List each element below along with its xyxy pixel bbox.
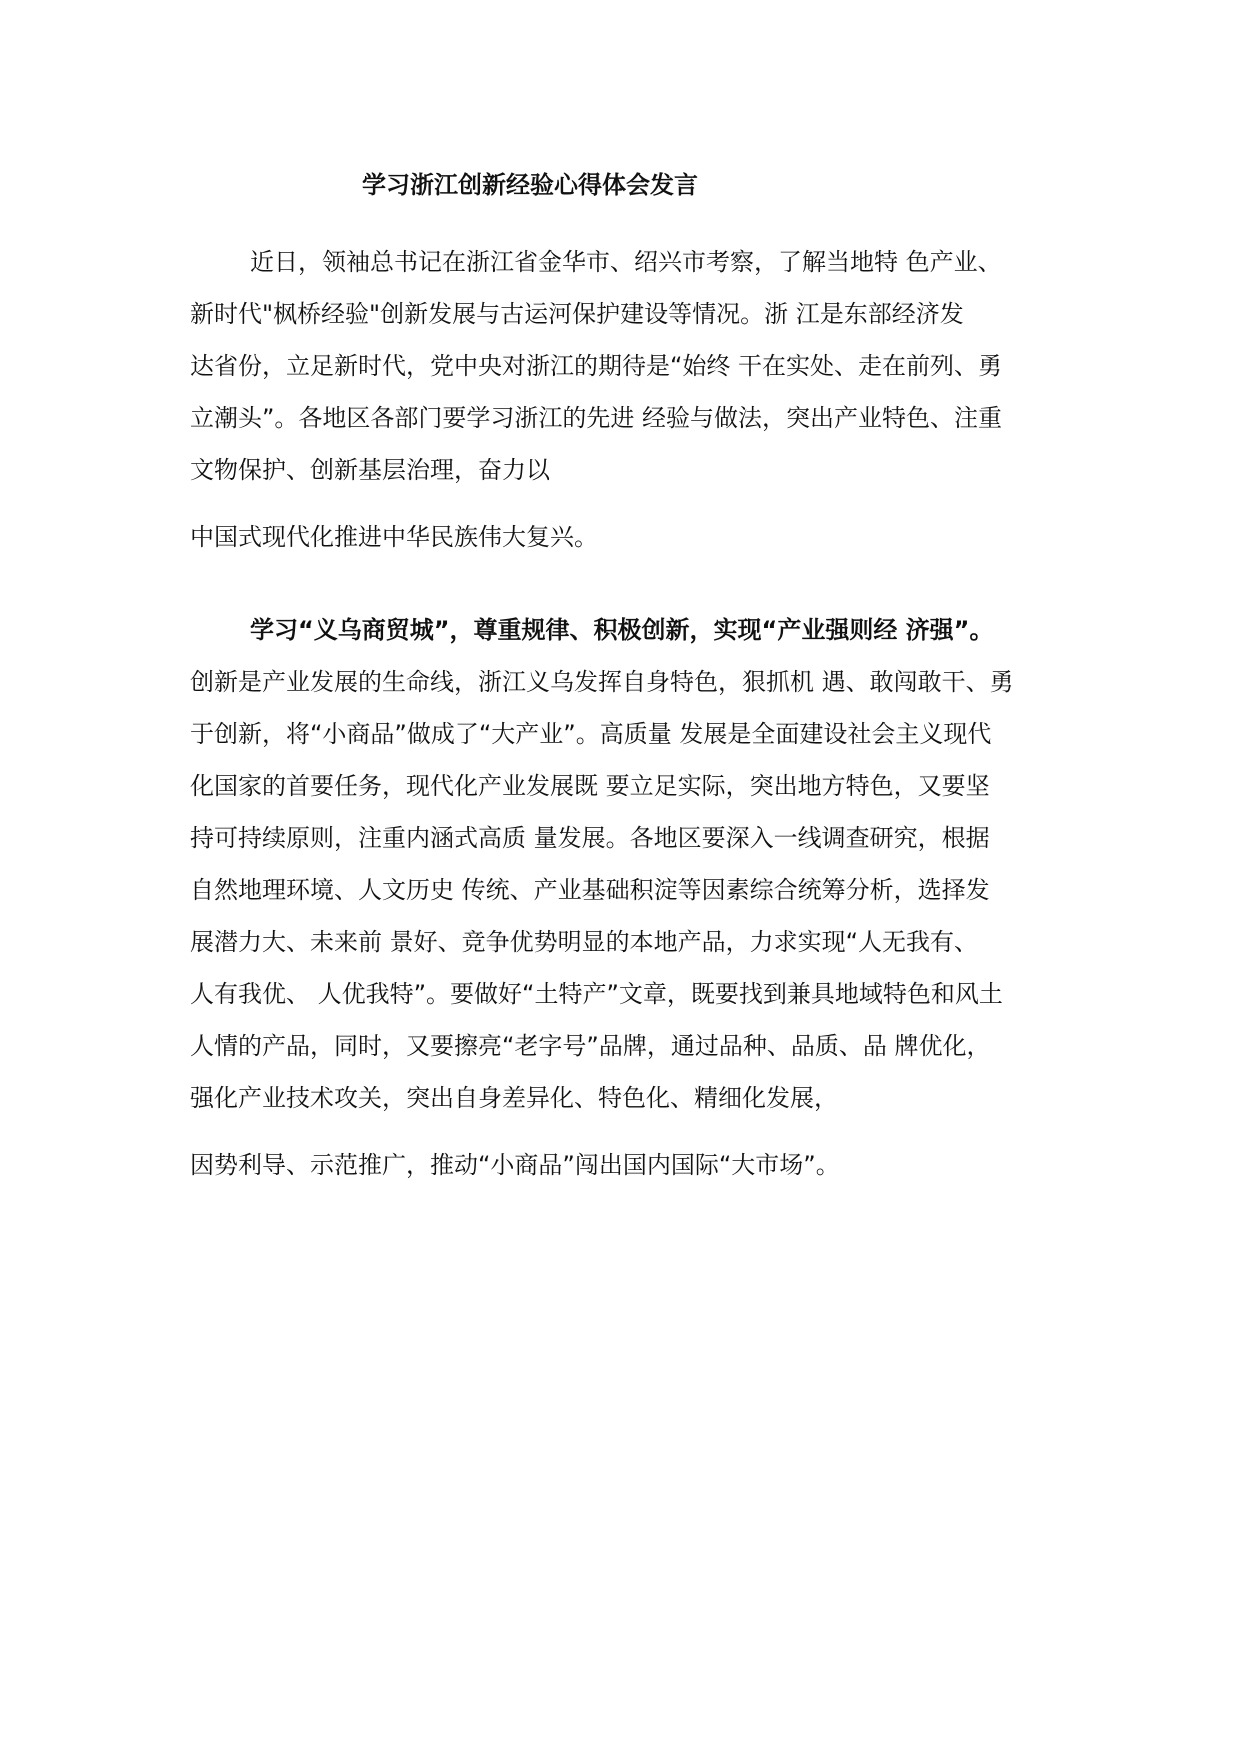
paragraph-line: 强化产业技术攻关，突出自身差异化、特色化、精细化发展，: [190, 1084, 838, 1112]
paragraph-line: 新时代"枫桥经验"创新发展与古运河保护建设等情况。浙 江是东部经济发: [190, 300, 964, 328]
paragraph-line: 展潜力大、未来前 景好、竞争优势明显的本地产品，力求实现“人无我有、: [190, 928, 979, 956]
paragraph-line: 人情的产品，同时，又要擦亮“老字号”品牌，通过品种、品质、品 牌优化，: [190, 1032, 991, 1060]
paragraph-line: 于创新，将“小商品”做成了“大产业”。高质量 发展是全面建设社会主义现代: [190, 720, 992, 748]
paragraph-line: 化国家的首要任务，现代化产业发展既 要立足实际，突出地方特色，又要坚: [190, 772, 990, 800]
paragraph-line: 自然地理环境、人文历史 传统、产业基础积淀等因素综合统筹分析，选择发: [190, 876, 990, 904]
paragraph-line: 创新是产业发展的生命线，浙江义乌发挥自身特色，狠抓机 遇、敢闯敢干、勇: [190, 668, 1014, 696]
paragraph-line: 中国式现代化推进中华民族伟大复兴。: [190, 523, 598, 551]
section-heading: 学习“义乌商贸城”，尊重规律、积极创新，实现“产业强则经 济强”。: [250, 616, 994, 644]
paragraph-line: 持可持续原则，注重内涵式高质 量发展。各地区要深入一线调查研究，根据: [190, 824, 990, 852]
paragraph-line: 近日，领袖总书记在浙江省金华市、绍兴市考察，了解当地特 色产业、: [250, 248, 1002, 276]
paragraph-line: 文物保护、创新基层治理，奋力以: [190, 456, 550, 484]
paragraph-line: 立潮头”。各地区各部门要学习浙江的先进 经验与做法，突出产业特色、注重: [190, 404, 1003, 432]
paragraph-line: 人有我优、 人优我特”。要做好“土特产”文章，既要找到兼具地域特色和风土: [190, 980, 1003, 1008]
paragraph-line: 达省份，立足新时代，党中央对浙江的期待是“始终 干在实处、走在前列、勇: [190, 352, 1003, 380]
document-title: 学习浙江创新经验心得体会发言: [362, 171, 698, 199]
paragraph-line: 因势利导、示范推广，推动“小商品”闯出国内国际“大市场”。: [190, 1151, 840, 1179]
